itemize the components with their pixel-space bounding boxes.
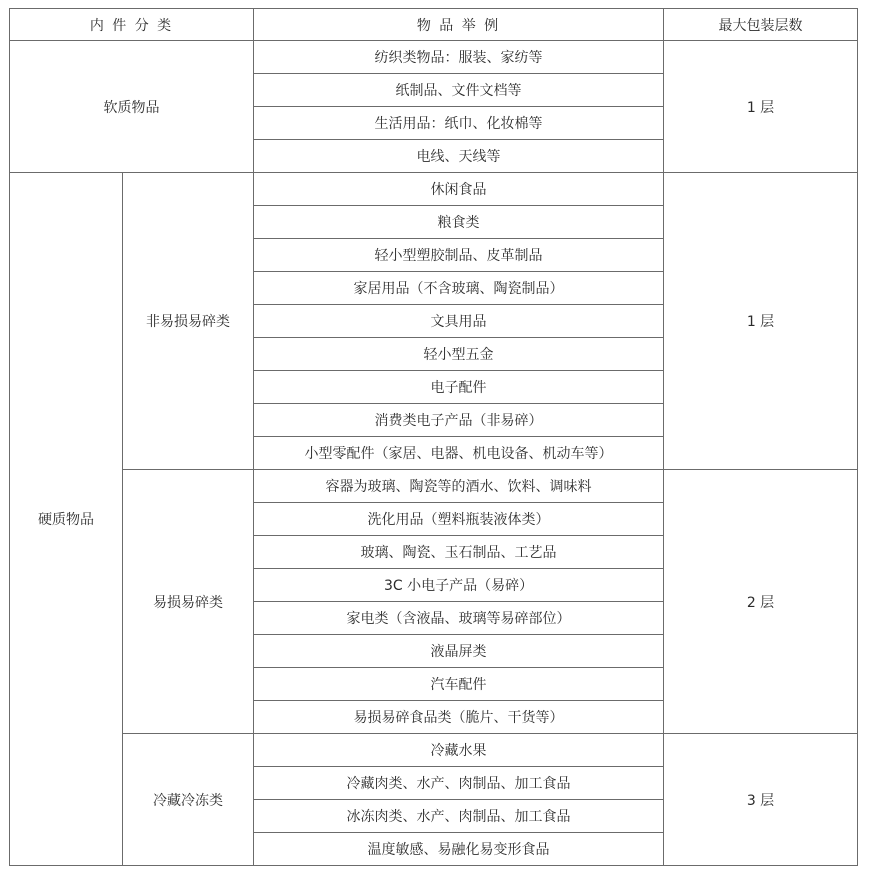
item-cell: 文具用品 [254, 305, 664, 338]
subcategory-cold-chain: 冷藏冷冻类 [123, 734, 254, 866]
item-cell: 易损易碎食品类（脆片、干货等） [254, 701, 664, 734]
item-cell: 电子配件 [254, 371, 664, 404]
header-row [10, 9, 858, 41]
item-cell: 家居用品（不含玻璃、陶瓷制品） [254, 272, 664, 305]
layers-cold-chain: 3 层 [664, 734, 858, 866]
packaging-layers-table [9, 8, 858, 866]
header-category: 内 件 分 类 [10, 9, 254, 41]
table-row [10, 173, 858, 206]
item-cell: 3C 小电子产品（易碎） [254, 569, 664, 602]
category-soft: 软质物品 [10, 41, 254, 173]
header-examples: 物 品 举 例 [254, 9, 664, 41]
item-cell: 纸制品、文件文档等 [254, 74, 664, 107]
item-cell: 容器为玻璃、陶瓷等的酒水、饮料、调味料 [254, 470, 664, 503]
header-max-layers: 最大包装层数 [664, 9, 858, 41]
item-cell: 液晶屏类 [254, 635, 664, 668]
item-cell: 温度敏感、易融化易变形食品 [254, 833, 664, 866]
subcategory-fragile: 易损易碎类 [123, 470, 254, 734]
table-row [10, 470, 858, 503]
item-cell: 洗化用品（塑料瓶装液体类） [254, 503, 664, 536]
item-cell: 休闲食品 [254, 173, 664, 206]
layers-fragile: 2 层 [664, 470, 858, 734]
item-cell: 小型零配件（家居、电器、机电设备、机动车等） [254, 437, 664, 470]
item-cell: 生活用品：纸巾、化妆棉等 [254, 107, 664, 140]
item-cell: 轻小型塑胶制品、皮革制品 [254, 239, 664, 272]
item-cell: 家电类（含液晶、玻璃等易碎部位） [254, 602, 664, 635]
item-cell: 轻小型五金 [254, 338, 664, 371]
item-cell: 纺织类物品：服装、家纺等 [254, 41, 664, 74]
item-cell: 玻璃、陶瓷、玉石制品、工艺品 [254, 536, 664, 569]
item-cell: 粮食类 [254, 206, 664, 239]
item-cell: 冰冻肉类、水产、肉制品、加工食品 [254, 800, 664, 833]
item-cell: 消费类电子产品（非易碎） [254, 404, 664, 437]
item-cell: 冷藏肉类、水产、肉制品、加工食品 [254, 767, 664, 800]
subcategory-non-fragile: 非易损易碎类 [123, 173, 254, 470]
table-row [10, 41, 858, 74]
item-cell: 汽车配件 [254, 668, 664, 701]
layers-soft: 1 层 [664, 41, 858, 173]
category-hard: 硬质物品 [10, 173, 123, 866]
item-cell: 电线、天线等 [254, 140, 664, 173]
table-row [10, 734, 858, 767]
layers-non-fragile: 1 层 [664, 173, 858, 470]
item-cell: 冷藏水果 [254, 734, 664, 767]
